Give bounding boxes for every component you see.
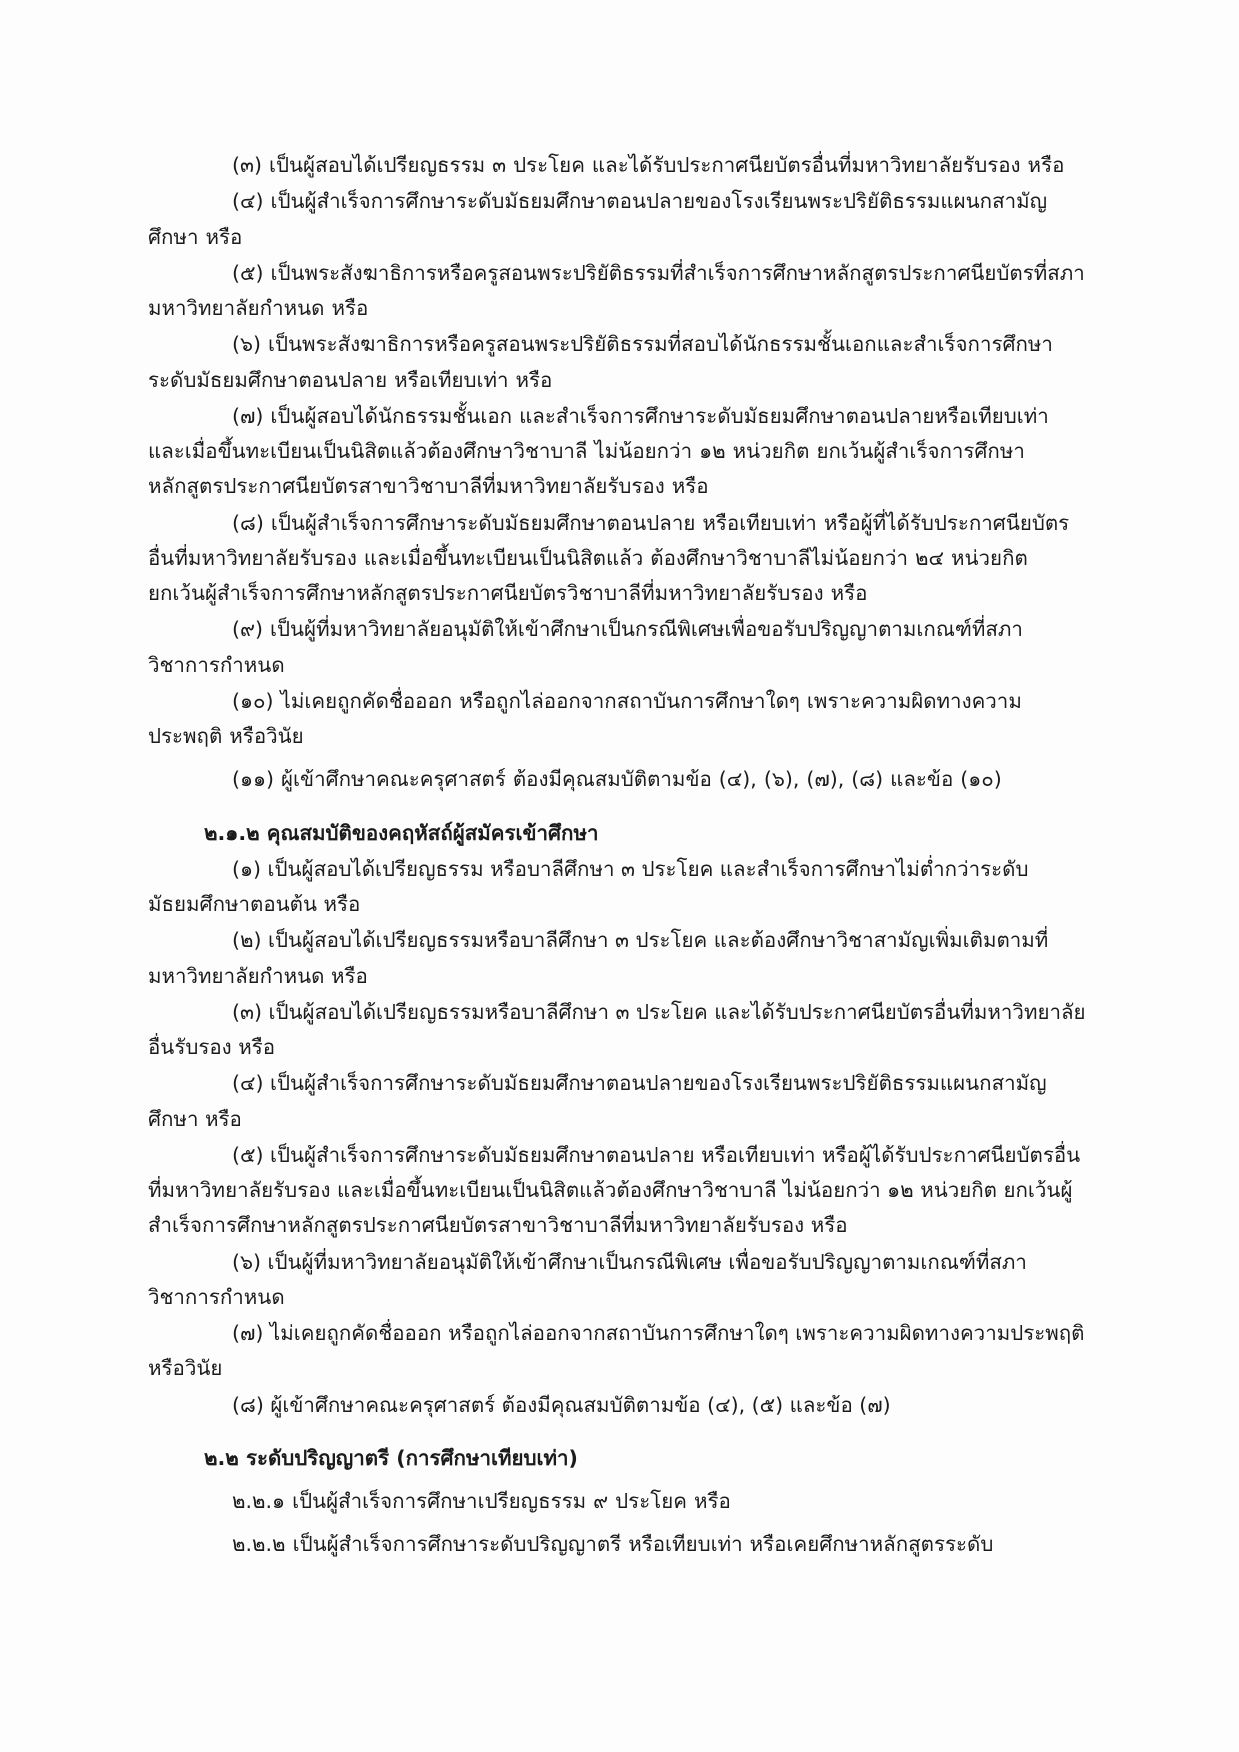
- paragraph-item-7-upper: (๗) เป็นผู้สอบได้นักธรรมชั้นเอก และสำเร็จการศึกษาระดับมัธยมศึกษาตอนปลายหรือเทียบเท่า และเมื่อขึ้นทะเบียนเป็นนิสิตแล้วต้องศึกษาวิชาบาลี ไม่น้อยกว่า ๑๒ หน่วยกิต ยกเว้นผู้สำเร็จการศึกษาหลักสูตรประกาศนียบัตรสาขาวิชาบาลีที่มหาวิทยาลัยรับรอง หรือ: [148, 403, 1049, 499]
- paragraph-item-5-upper: (๕) เป็นพระสังฆาธิการหรือครูสอนพระปริยัติธรรมที่สำเร็จการศึกษาหลักสูตรประกาศนียบัตรที่สภามหาวิทยาลัยกำหนด หรือ: [148, 260, 1085, 320]
- paragraph-item-4-upper: (๔) เป็นผู้สำเร็จการศึกษาระดับมัธยมศึกษาตอนปลายของโรงเรียนพระปริยัติธรรมแผนกสามัญศึกษา หรือ: [148, 189, 1048, 249]
- paragraph-item-8-upper: (๘) เป็นผู้สำเร็จการศึกษาระดับมัธยมศึกษาตอนปลาย หรือเทียบเท่า หรือผู้ที่ได้รับประกาศนียบัตรอื่นที่มหาวิทยาลัยรับรอง และเมื่อขึ้นทะเบียนเป็นนิสิตแล้ว ต้องศึกษาวิชาบาลีไม่น้อยกว่า ๒๔ หน่วยกิต ยกเว้นผู้สำเร็จการศึกษาหลักสูตรประกาศนียบัตรวิชาบาลีที่มหาวิทยาลัยรับรอง หรือ: [148, 510, 1070, 605]
- item-spacer: [148, 1520, 1091, 1527]
- paragraph-item-5-lower: (๕) เป็นผู้สำเร็จการศึกษาระดับมัธยมศึกษาตอนปลาย หรือเทียบเท่า หรือผู้ได้รับประกาศนียบัตรอื่นที่มหาวิทยาลัยรับรอง และเมื่อขึ้นทะเบียนเป็นนิสิตแล้วต้องศึกษาวิชาบาลี ไม่น้อยกว่า ๑๒ หน่วยกิต ยกเว้นผู้สำเร็จการศึกษาหลักสูตรประกาศนียบัตรสาขาวิชาบาลีที่มหาวิทยาลัยรับรอง หรือ: [148, 1142, 1081, 1238]
- paragraph-spacer: [148, 755, 1091, 762]
- paragraph-item-6-lower: (๖) เป็นผู้ที่มหาวิทยาลัยอนุมัติให้เข้าศึกษาเป็นกรณีพิเศษ เพื่อขอรับปริญญาตามเกณฑ์ที่สภาวิชาการกำหนด: [148, 1249, 1027, 1309]
- paragraph-item-2-lower: (๒) เป็นผู้สอบได้เปรียญธรรมหรือบาลีศึกษา ๓ ประโยค และต้องศึกษาวิชาสามัญเพิ่มเติมตามที่มหาวิทยาลัยกำหนด หรือ: [148, 928, 1049, 988]
- paragraph-item-1-lower: (๑) เป็นผู้สอบได้เปรียญธรรม หรือบาลีศึกษา ๓ ประโยค และสำเร็จการศึกษาไม่ต่ำกว่าระดับมัธยมศึกษาตอนต้น หรือ: [148, 856, 1029, 916]
- paragraph-item-9-upper: (๙) เป็นผู้ที่มหาวิทยาลัยอนุมัติให้เข้าศึกษาเป็นกรณีพิเศษเพื่อขอรับปริญญาตามเกณฑ์ที่สภาวิชาการกำหนด: [148, 617, 1023, 677]
- paragraph-item-222: ๒.๒.๒ เป็นผู้สำเร็จการศึกษาระดับปริญญาตรี หรือเทียบเท่า หรือเคยศึกษาหลักสูตรระดับ: [232, 1532, 994, 1557]
- paragraph-item-11-upper: (๑๑) ผู้เข้าศึกษาคณะครุศาสตร์ ต้องมีคุณสมบัติตามข้อ (๔), (๖), (๗), (๘) และข้อ (๑๐): [232, 767, 1002, 792]
- paragraph-item-221: ๒.๒.๑ เป็นผู้สำเร็จการศึกษาเปรียญธรรม ๙ ประโยค หรือ: [232, 1489, 731, 1513]
- paragraph-item-3-upper: (๓) เป็นผู้สอบได้เปรียญธรรม ๓ ประโยค และได้รับประกาศนียบัตรอื่นที่มหาวิทยาลัยรับรอง หรือ: [232, 153, 1065, 177]
- section-spacer: [148, 799, 1091, 806]
- section-heading-212: ๒.๑.๒ คุณสมบัติของคฤหัสถ์ผู้สมัครเข้าศึกษา: [204, 820, 599, 845]
- section-spacer-2: [148, 1424, 1091, 1431]
- paragraph-item-7-lower: (๗) ไม่เคยถูกคัดชื่อออก หรือถูกไล่ออกจากสถาบันการศึกษาใดๆ เพราะความผิดทางความประพฤติ หรือวินัย: [148, 1321, 1085, 1381]
- section-heading-22: ๒.๒ ระดับปริญญาตรี (การศึกษาเทียบเท่า): [204, 1445, 578, 1470]
- paragraph-item-3-lower: (๓) เป็นผู้สอบได้เปรียญธรรมหรือบาลีศึกษา ๓ ประโยค และได้รับประกาศนียบัตรอื่นที่มหาวิทยาลัยอื่นรับรอง หรือ: [148, 999, 1086, 1059]
- heading-spacer: [148, 1477, 1091, 1484]
- paragraph-item-4-lower: (๔) เป็นผู้สำเร็จการศึกษาระดับมัธยมศึกษาตอนปลายของโรงเรียนพระปริยัติธรรมแผนกสามัญศึกษา หรือ: [148, 1071, 1047, 1131]
- paragraph-item-10-upper: (๑๐) ไม่เคยถูกคัดชื่อออก หรือถูกไล่ออกจากสถาบันการศึกษาใดๆ เพราะความผิดทางความประพฤติ หรือวินัย: [148, 688, 1022, 748]
- document-body: [148, 148, 1091, 1563]
- paragraph-item-6-upper: (๖) เป็นพระสังฆาธิการหรือครูสอนพระปริยัติธรรมที่สอบได้นักธรรมชั้นเอกและสำเร็จการศึกษาระดับมัธยมศึกษาตอนปลาย หรือเทียบเท่า หรือ: [148, 332, 1053, 392]
- paragraph-item-8-lower: (๘) ผู้เข้าศึกษาคณะครุศาสตร์ ต้องมีคุณสมบัติตามข้อ (๔), (๕) และข้อ (๗): [232, 1392, 891, 1417]
